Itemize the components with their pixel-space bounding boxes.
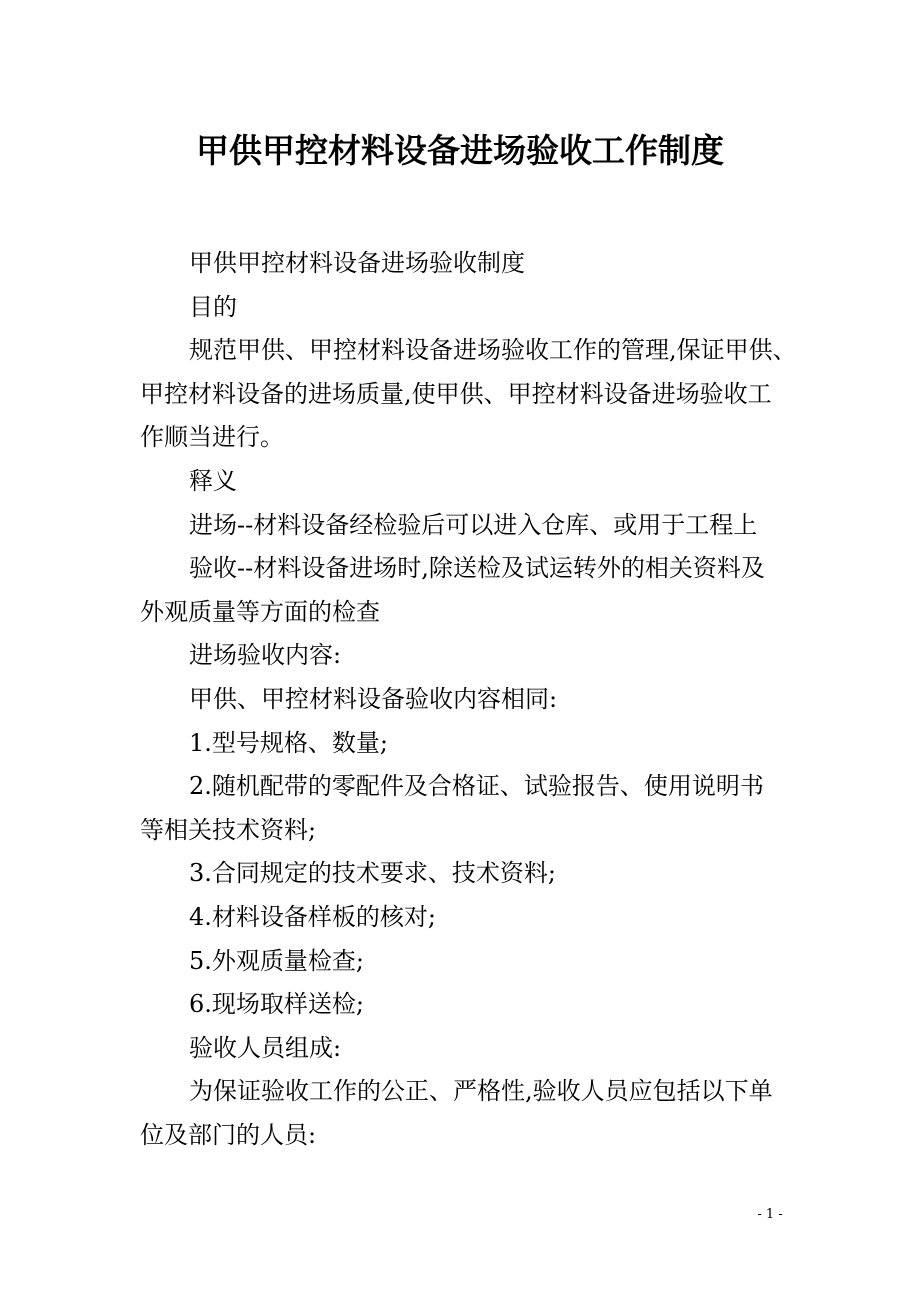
document-body [140, 242, 797, 1157]
paragraph-line: 1.型号规格、数量; [189, 728, 388, 757]
page-number: - 1 - [757, 1207, 783, 1222]
paragraph-line: 验收--材料设备进场时,除送检及试运转外的相关资料及 [189, 554, 765, 583]
paragraph-line: 4.材料设备样板的核对; [189, 902, 436, 931]
paragraph-line: 甲供甲控材料设备进场验收制度 [189, 249, 525, 277]
paragraph-line: 进场验收内容: [189, 641, 342, 670]
paragraph-line: 为保证验收工作的公正、严格性,验收人员应包括以下单 [189, 1077, 773, 1106]
paragraph-line: 2.随机配带的零配件及合格证、试验报告、使用说明书 [189, 772, 764, 801]
paragraph-line: 5.外观质量检查; [189, 946, 364, 975]
paragraph-line: 外观质量等方面的检查 [140, 597, 380, 626]
paragraph-line: 6.现场取样送检; [189, 990, 364, 1019]
paragraph-line: 目的 [189, 292, 237, 321]
paragraph-line: 甲供、甲控材料设备验收内容相同: [189, 684, 558, 713]
paragraph-line: 验收人员组成: [189, 1033, 342, 1062]
document-title: 甲供甲控材料设备进场验收工作制度 [196, 131, 724, 170]
paragraph-line: 释义 [189, 466, 237, 495]
paragraph-line: 3.合同规定的技术要求、技术资料; [189, 859, 556, 888]
paragraph-line: 规范甲供、甲控材料设备进场验收工作的管理,保证甲供、 [189, 336, 797, 365]
paragraph-line: 进场--材料设备经检验后可以进入仓库、或用于工程上 [189, 510, 758, 539]
paragraph-line: 位及部门的人员: [140, 1120, 317, 1149]
paragraph-line: 甲控材料设备的进场质量,使甲供、甲控材料设备进场验收工 [140, 379, 772, 408]
paragraph-line: 作顺当进行。 [140, 423, 284, 452]
paragraph-line: 等相关技术资料; [140, 815, 317, 844]
